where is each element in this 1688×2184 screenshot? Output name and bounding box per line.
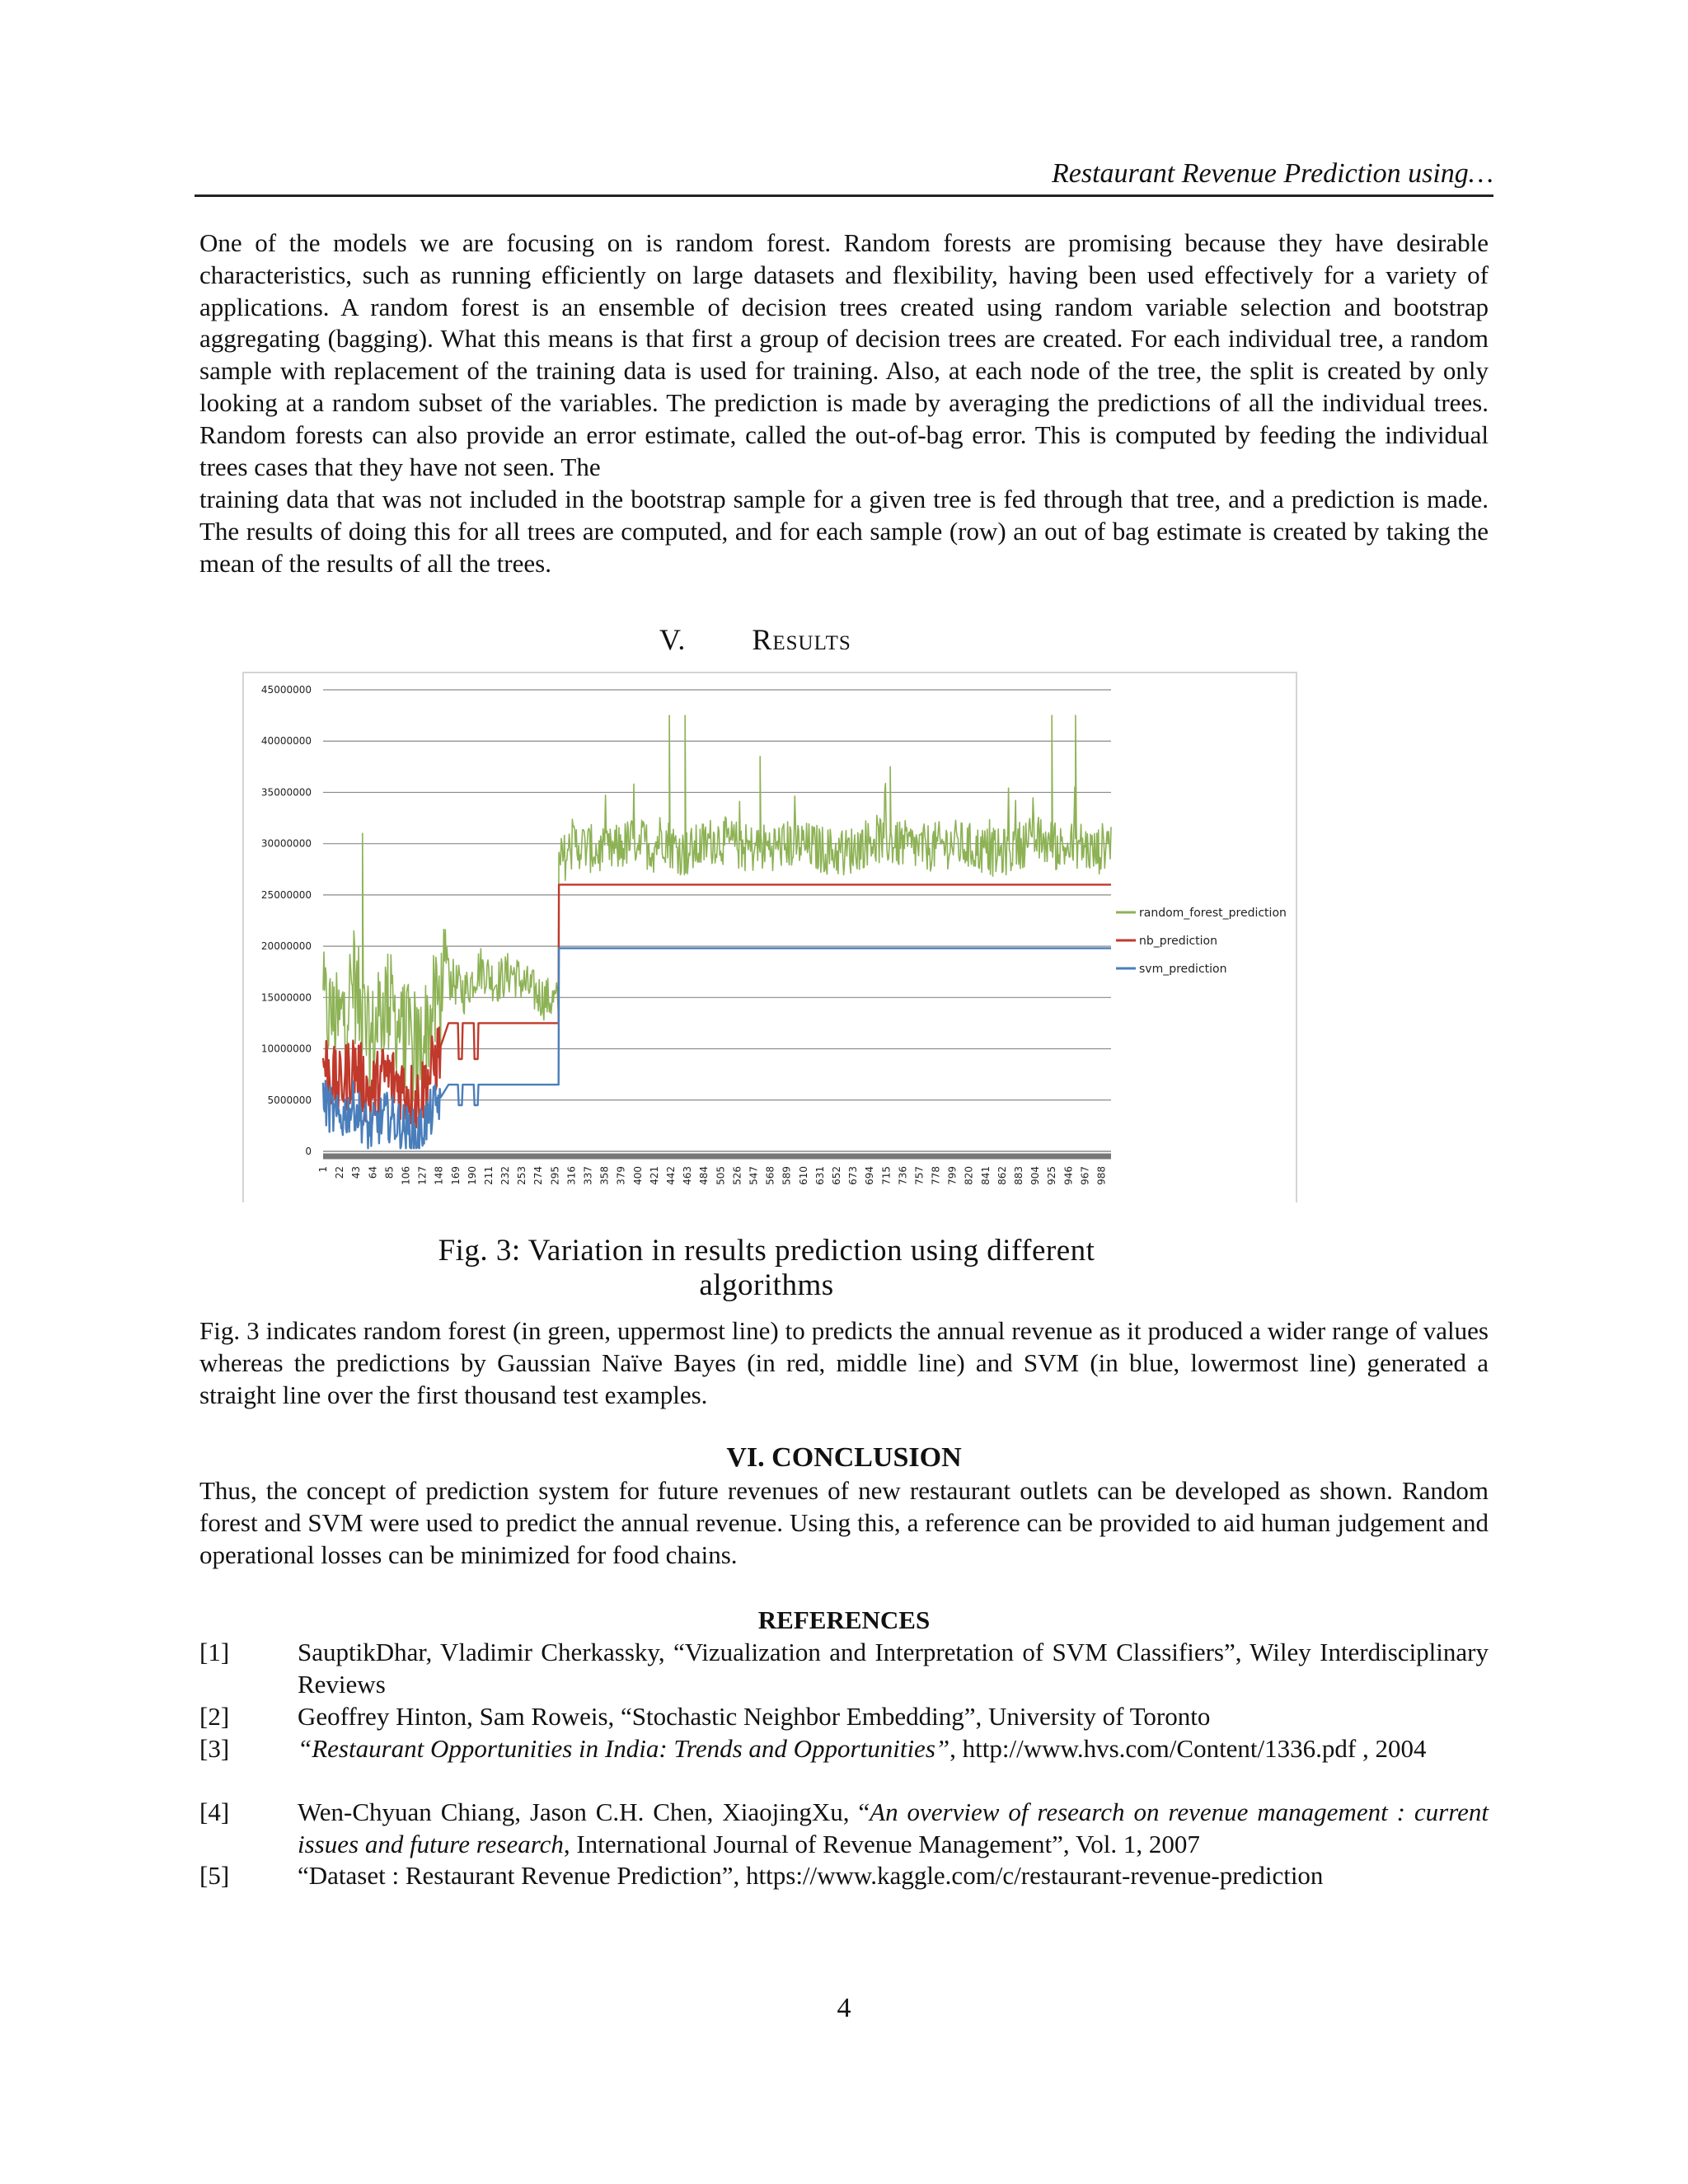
x-tick-label: 1 [317,1166,329,1173]
chart-svg [244,673,1296,1202]
x-tick-label: 232 [499,1166,512,1185]
x-tick-label: 400 [631,1166,644,1185]
y-tick-label: 20000000 [260,940,312,953]
legend-label: svm_prediction [1139,963,1227,976]
reference-text [298,1797,1489,1861]
reference-detail: , International Journal of Revenue Management”, Vol. 1, 2007 [563,1829,1200,1858]
x-tick-label: 442 [665,1166,678,1185]
x-tick-label: 820 [963,1166,975,1185]
y-tick-label: 15000000 [260,991,312,1004]
x-tick-label: 505 [715,1166,727,1185]
x-tick-label: 799 [946,1166,959,1185]
x-tick-label: 925 [1046,1166,1058,1185]
y-tick-label: 10000000 [260,1043,312,1055]
x-tick-label: 190 [466,1166,478,1185]
reference-number: [2] [199,1702,230,1731]
references-heading: REFERENCES [757,1605,931,1634]
section-number: V. [659,623,687,656]
reference-authors: Wen-Chyuan Chiang, Jason C.H. Chen, XiaojingXu, “ [298,1797,870,1826]
x-tick-label: 883 [1013,1166,1025,1185]
y-tick-label: 5000000 [267,1094,312,1106]
reference-text: Geoffrey Hinton, Sam Roweis, “Stochastic Neighbor Embedding”, University of Toronto [298,1702,1211,1731]
x-tick-label: 64 [367,1166,379,1179]
x-tick-label: 421 [648,1166,660,1185]
legend-label: nb_prediction [1139,935,1217,948]
y-tick-label: 40000000 [260,735,312,748]
x-tick-label: 358 [598,1166,611,1185]
reference-title: An overview of research on revenue management : current issues and future research [298,1797,1489,1858]
x-tick-label: 253 [516,1166,528,1185]
reference-item [199,1733,1489,1765]
x-tick-label: 589 [781,1166,793,1185]
x-tick-label: 85 [383,1166,396,1179]
reference-item [199,1797,1489,1861]
figure-caption [272,1234,1261,1303]
x-tick-label: 610 [797,1166,809,1185]
y-tick-label: 35000000 [260,786,312,799]
x-tick-label: 946 [1062,1166,1075,1185]
figure-caption-line: Fig. 3: Variation in results prediction using different [438,1234,1095,1268]
y-tick-label: 25000000 [260,888,312,901]
x-tick-label: 757 [913,1166,926,1185]
reference-item [199,1637,1489,1701]
x-tick-label: 904 [1029,1166,1042,1185]
reference-text: SauptikDhar, Vladimir Cherkassky, “Vizualization and Interpretation of SVM Classifiers”, Wiley Interdisciplinary Reviews [298,1638,1489,1699]
body-paragraph: One of the models we are focusing on is random forest. Random forests are promising because they have desirable characteristics, such as running efficiently on large datasets and flexibility, having been used effectively for a variety of applications. A random forest is an ensemble of decision trees created using random variable selection and bootstrap aggregating (bagging). What this means is that first a group of decision trees are created. For each individual tree, a random sample with replacement of the training data is used for training. Also, at each node of the tree, the split is created by only looking at a random subset of the variables. The prediction is made by averaging the predictions of all the individual trees. Random forests can also provide an error estimate, called the out-of-bag error. This is computed by feeding the individual trees cases that they have not seen. The [199,228,1489,481]
x-tick-label: 106 [400,1166,412,1185]
x-tick-label: 715 [880,1166,893,1185]
x-tick-label: 274 [532,1166,545,1185]
reference-number: [1] [199,1638,230,1666]
x-tick-label: 148 [433,1166,445,1185]
x-tick-label: 43 [350,1166,363,1179]
x-tick-label: 694 [864,1166,876,1185]
x-tick-label: 484 [698,1166,710,1185]
x-tick-label: 988 [1095,1166,1108,1185]
x-tick-label: 337 [582,1166,594,1185]
results-chart [242,672,1297,1202]
body-paragraph: Fig. 3 indicates random forest (in green, uppermost line) to predicts the annual revenue as it produced a wider range of values whereas the predictions by Gaussian Naïve Bayes (in red, middle line) and SVM (in blue, lowermost line) generated a straight line over the first thousand test examples. [199,1316,1489,1409]
results-heading [659,622,1006,657]
reference-text: “Dataset : Restaurant Revenue Prediction”, https://www.kaggle.com/c/restaurant-revenue-prediction [298,1861,1324,1890]
y-tick-label: 30000000 [260,837,312,850]
legend-label: random_forest_prediction [1139,907,1287,920]
y-tick-label: 45000000 [260,684,312,696]
body-paragraph: Thus, the concept of prediction system for future revenues of new restaurant outlets can be developed as shown. Random forest and SVM were used to predict the annual revenue. Using this, a reference can be provided to aid human judgement and operational losses can be minimized for food chains. [199,1476,1489,1569]
x-tick-label: 463 [682,1166,694,1185]
x-tick-label: 736 [897,1166,909,1185]
figure-caption-line: algorithms [699,1268,834,1302]
x-tick-label: 862 [996,1166,1008,1185]
x-tick-label: 526 [731,1166,743,1185]
reference-item [199,1701,1489,1733]
x-tick-label: 568 [764,1166,776,1185]
reference-detail: , http://www.hvs.com/Content/1336.pdf , 2004 [950,1734,1427,1763]
x-tick-label: 967 [1079,1166,1091,1185]
conclusion-heading: VI. CONCLUSION [726,1442,962,1473]
x-tick-label: 778 [930,1166,942,1185]
reference-number: [4] [199,1797,230,1826]
reference-item [199,1860,1489,1892]
x-tick-label: 295 [549,1166,561,1185]
reference-number: [3] [199,1734,230,1763]
x-tick-label: 211 [482,1166,495,1185]
x-tick-label: 673 [847,1166,860,1185]
body-paragraph: training data that was not included in the bootstrap sample for a given tree is fed through that tree, and a prediction is made. The results of doing this for all trees are computed, and for each sample (row) an out of bag estimate is created by taking the mean of the results of all the trees. [199,485,1489,578]
x-tick-label: 841 [979,1166,992,1185]
x-tick-label: 631 [814,1166,826,1185]
page-number: 4 [837,1993,851,2023]
y-tick-label: 0 [305,1146,312,1157]
reference-title: “Restaurant Opportunities in India: Trends and Opportunities” [298,1734,950,1763]
running-header: Restaurant Revenue Prediction using… [195,155,1493,197]
x-tick-label: 169 [449,1166,462,1185]
x-tick-label: 22 [334,1166,346,1179]
x-tick-label: 127 [416,1166,429,1185]
x-tick-label: 652 [830,1166,842,1185]
reference-text [298,1733,1489,1765]
reference-number: [5] [199,1861,230,1890]
x-tick-label: 379 [615,1166,627,1185]
x-tick-label: 547 [748,1166,760,1185]
x-tick-label: 316 [565,1166,578,1185]
section-title: Results [752,623,851,656]
